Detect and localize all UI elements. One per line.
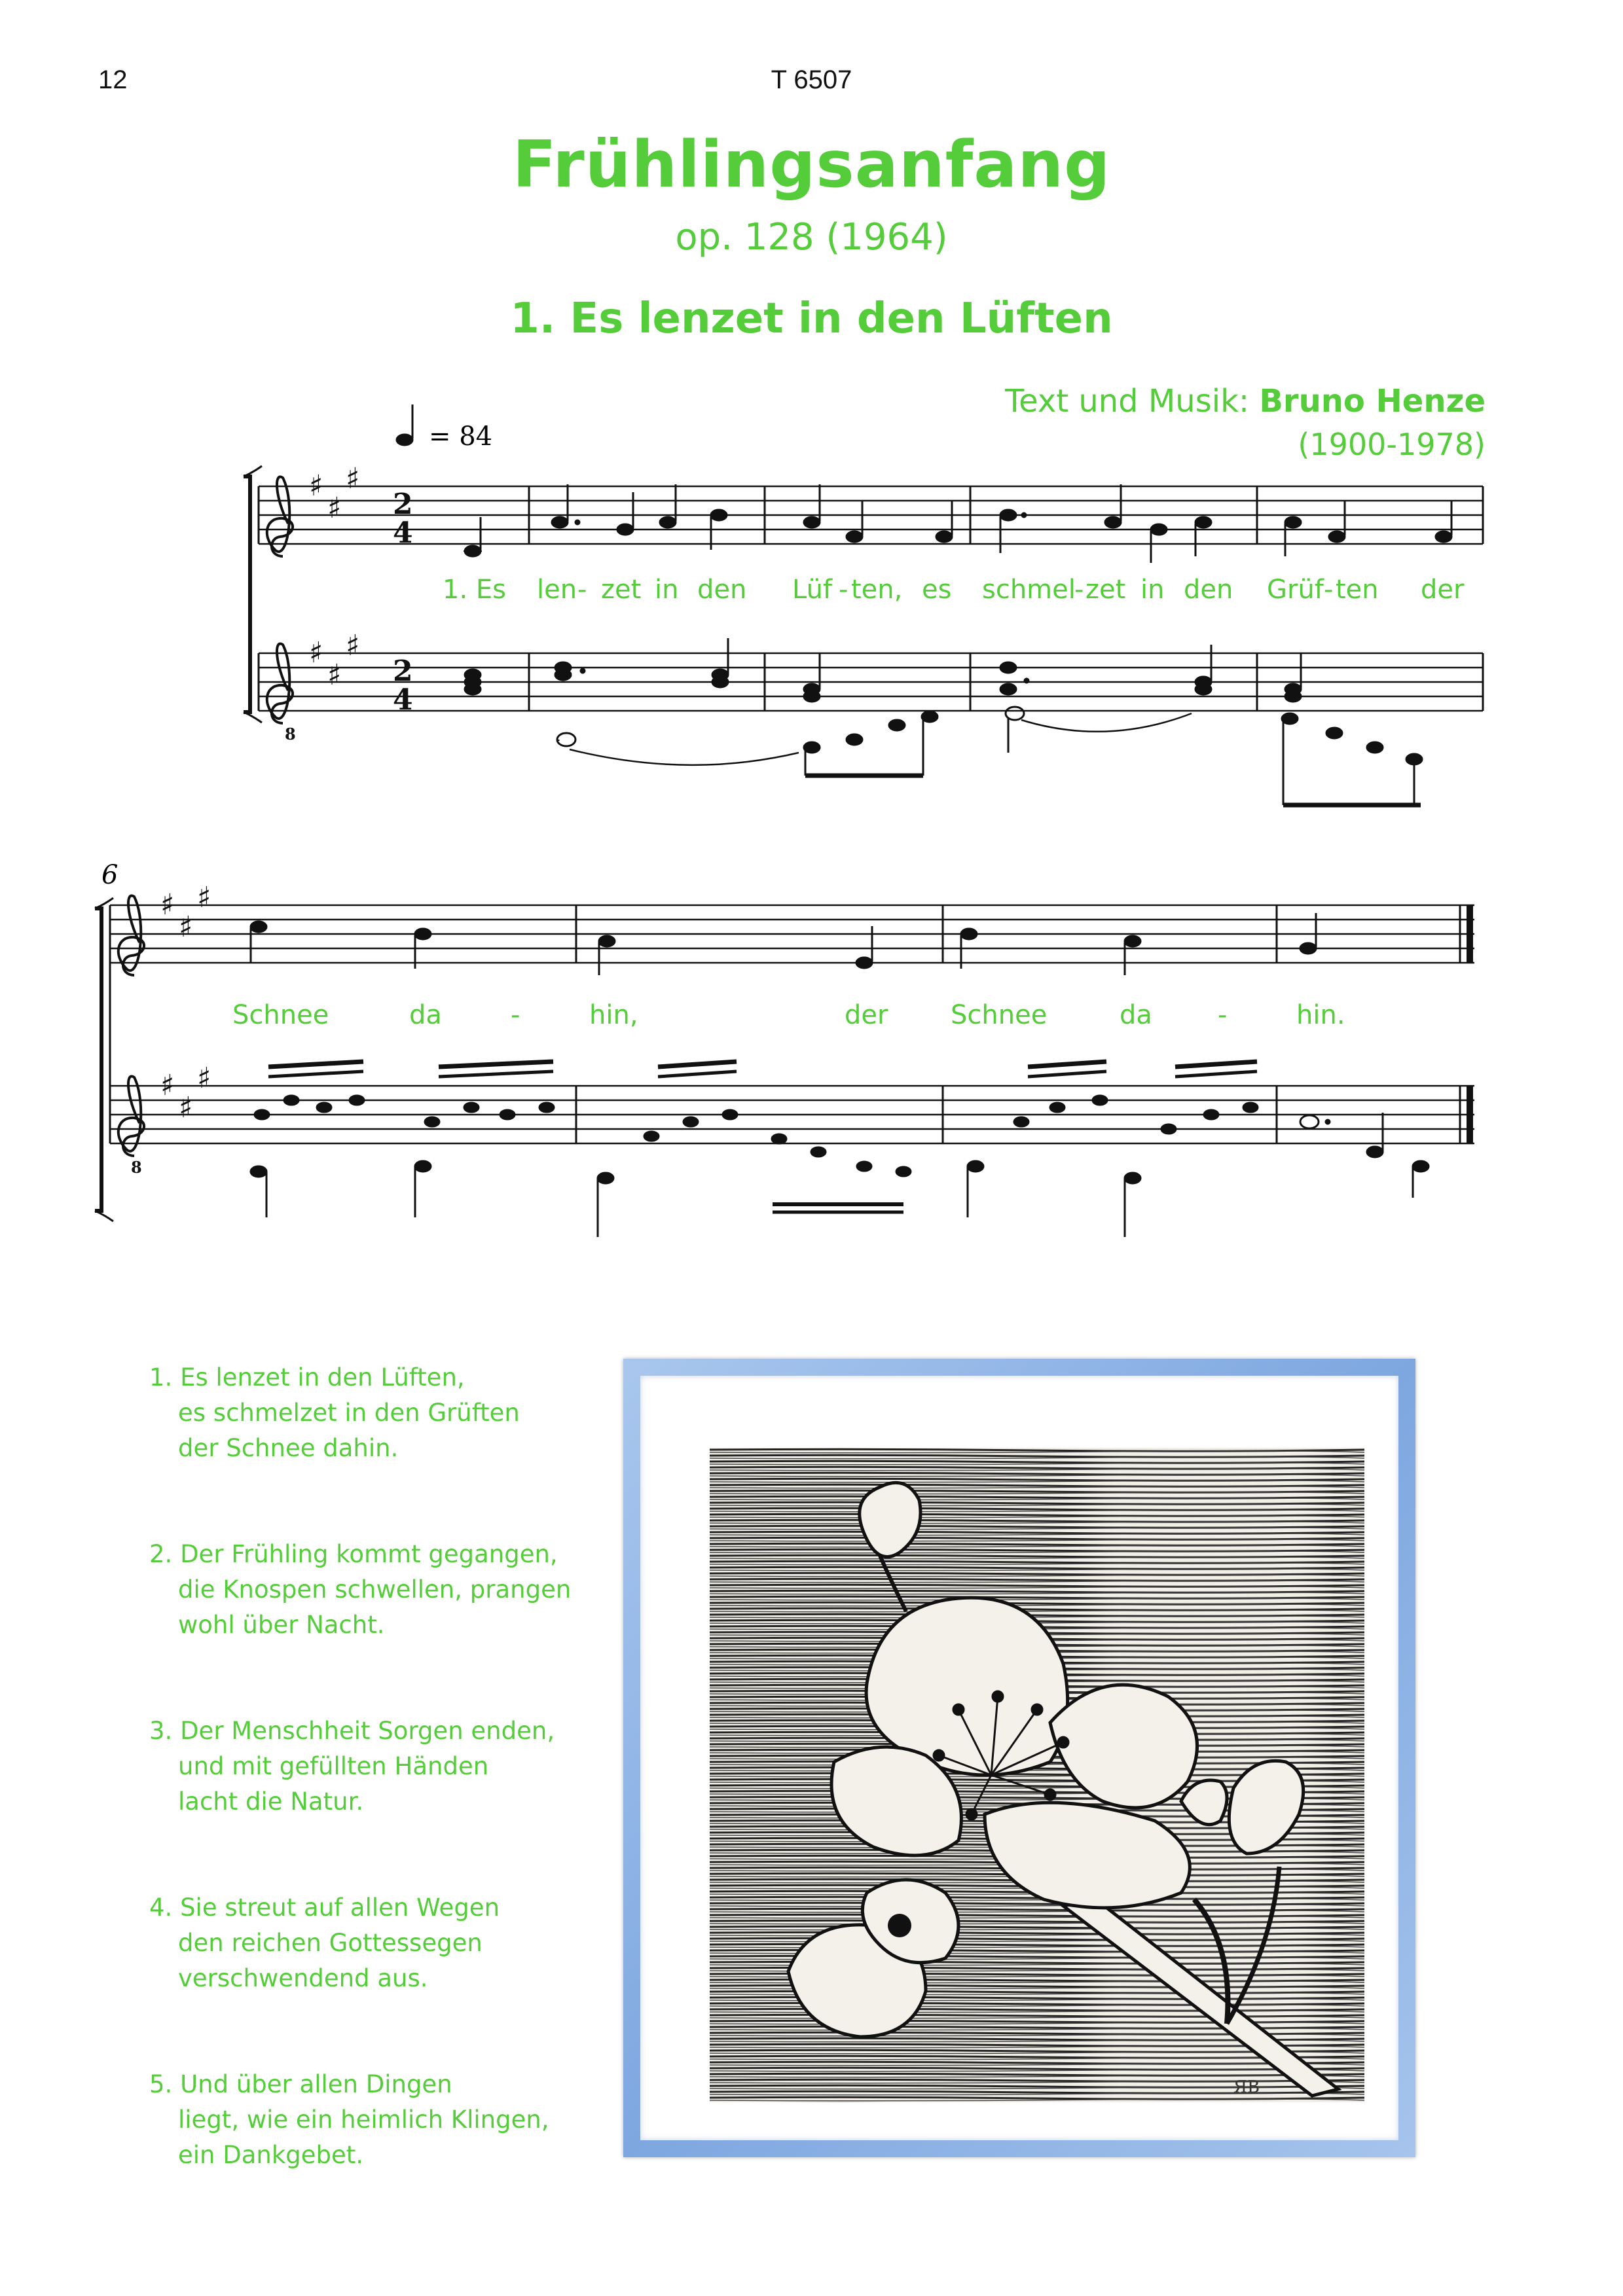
credit-label: Text und Musik:	[1004, 383, 1250, 420]
guitar-notes-2	[250, 1062, 1429, 1237]
lyric-syllable: hin,	[589, 1000, 638, 1030]
verse-line: die Knospen schwellen, prangen	[178, 1575, 572, 1604]
credit-author: Bruno Henze	[1259, 383, 1486, 420]
lyric-syllable: 1. Es	[443, 575, 506, 605]
svg-text:♯: ♯	[327, 492, 342, 525]
guitar-notes-1	[464, 638, 1423, 805]
lyric-syllable: hin.	[1296, 1000, 1345, 1030]
lyric-syllable: in	[1140, 575, 1165, 605]
lyric-syllable: zet	[601, 575, 642, 605]
verse-line: der Schnee dahin.	[178, 1434, 399, 1462]
picture-frame	[623, 1359, 1415, 2157]
svg-text:♯: ♯	[346, 462, 360, 495]
verse-line: den reichen Gottessegen	[178, 1929, 483, 1957]
svg-text:♯: ♯	[160, 1069, 175, 1102]
lyric-hyphen: -	[839, 575, 848, 605]
lyric-syllable: ten	[1336, 575, 1379, 605]
voice-staff-1	[259, 486, 1483, 544]
lyric-syllable: den	[1184, 575, 1233, 605]
verse-line: und mit gefüllten Händen	[178, 1752, 489, 1780]
song-title: 1. Es lenzet in den Lüften	[510, 295, 1113, 343]
verse	[149, 1537, 608, 1643]
lyric-syllable: der	[845, 1000, 888, 1030]
lyric-syllable: da	[409, 1000, 442, 1030]
lyric-hyphen: -	[1074, 575, 1084, 605]
lyric-syllable: es	[922, 575, 952, 605]
lyric-syllable: den	[697, 575, 747, 605]
guitar-staff-2	[110, 1086, 1474, 1143]
lyric-syllable: Lüf	[792, 575, 833, 605]
page-number: 12	[98, 65, 128, 94]
lyric-syllable: in	[655, 575, 679, 605]
svg-text:♯: ♯	[160, 888, 175, 922]
catalog-number: T 6507	[771, 65, 852, 94]
page-title: Frühlingsanfang	[512, 128, 1111, 202]
tempo-mark: = 84	[429, 422, 493, 452]
lyric-syllable: len	[537, 575, 577, 605]
lyric-syllable: da	[1120, 1000, 1152, 1030]
svg-text:8: 8	[285, 725, 296, 744]
verse-line: verschwendend aus.	[178, 1964, 428, 1992]
lyric-syllable: schmel	[982, 575, 1076, 605]
verse-line: wohl über Nacht.	[178, 1611, 385, 1639]
svg-text:♯: ♯	[197, 881, 211, 914]
verses-list	[149, 1360, 608, 2244]
verse-line: lacht die Natur.	[178, 1787, 364, 1816]
verse-line: 5. Und über allen Dingen	[149, 2070, 452, 2098]
svg-text:♯: ♯	[179, 1091, 193, 1124]
svg-text:♯: ♯	[327, 658, 342, 692]
lyric-syllable: Schnee	[232, 1000, 329, 1030]
verse-line: 1. Es lenzet in den Lüften,	[149, 1363, 465, 1391]
verse-line: ein Dankgebet.	[178, 2141, 364, 2169]
svg-text:♯: ♯	[179, 910, 193, 944]
measure-number: 6	[101, 860, 119, 890]
verse	[149, 1360, 608, 1466]
lyric-syllable: zet	[1085, 575, 1126, 605]
verse-line: es schmelzet in den Grüften	[178, 1399, 520, 1427]
lyric-hyphen: -	[577, 575, 587, 605]
voice-notes-2	[250, 913, 1317, 975]
svg-text:♯: ♯	[197, 1062, 211, 1095]
svg-text:8: 8	[131, 1158, 142, 1177]
voice-notes-1	[464, 484, 1452, 563]
verse-line: 4. Sie streut auf allen Wegen	[149, 1893, 500, 1922]
svg-text:♯: ♯	[309, 469, 323, 503]
guitar-staff-1	[259, 653, 1483, 711]
lyric-hyphen: -	[1324, 575, 1334, 605]
artist-signature: ЯB	[1233, 2077, 1260, 2097]
svg-text:2: 2	[393, 488, 413, 521]
svg-text:4: 4	[393, 683, 413, 717]
opus-number: op. 128 (1964)	[675, 216, 948, 259]
verse	[149, 2067, 608, 2173]
lyric-hyphen: -	[511, 1000, 520, 1030]
author-years: (1900-1978)	[1298, 427, 1486, 462]
svg-text:♯: ♯	[309, 636, 323, 670]
svg-text:2: 2	[393, 655, 413, 688]
lyric-syllable: ten,	[851, 575, 903, 605]
voice-staff-2	[110, 905, 1474, 963]
picture-mat	[640, 1376, 1398, 2140]
lyric-syllable: der	[1421, 575, 1465, 605]
verse	[149, 1890, 608, 1996]
lyric-syllable: Schnee	[951, 1000, 1048, 1030]
verse-line: liegt, wie ein heimlich Klingen,	[178, 2106, 549, 2134]
svg-text:♯: ♯	[346, 629, 360, 662]
lyric-syllable: Grüf	[1267, 575, 1324, 605]
blossom-engraving	[710, 1448, 1364, 2102]
verse-line: 3. Der Menschheit Sorgen enden,	[149, 1717, 555, 1745]
lyric-hyphen: -	[1218, 1000, 1228, 1030]
svg-text:4: 4	[393, 516, 413, 550]
verse	[149, 1713, 608, 1820]
verse-line: 2. Der Frühling kommt gegangen,	[149, 1540, 558, 1568]
